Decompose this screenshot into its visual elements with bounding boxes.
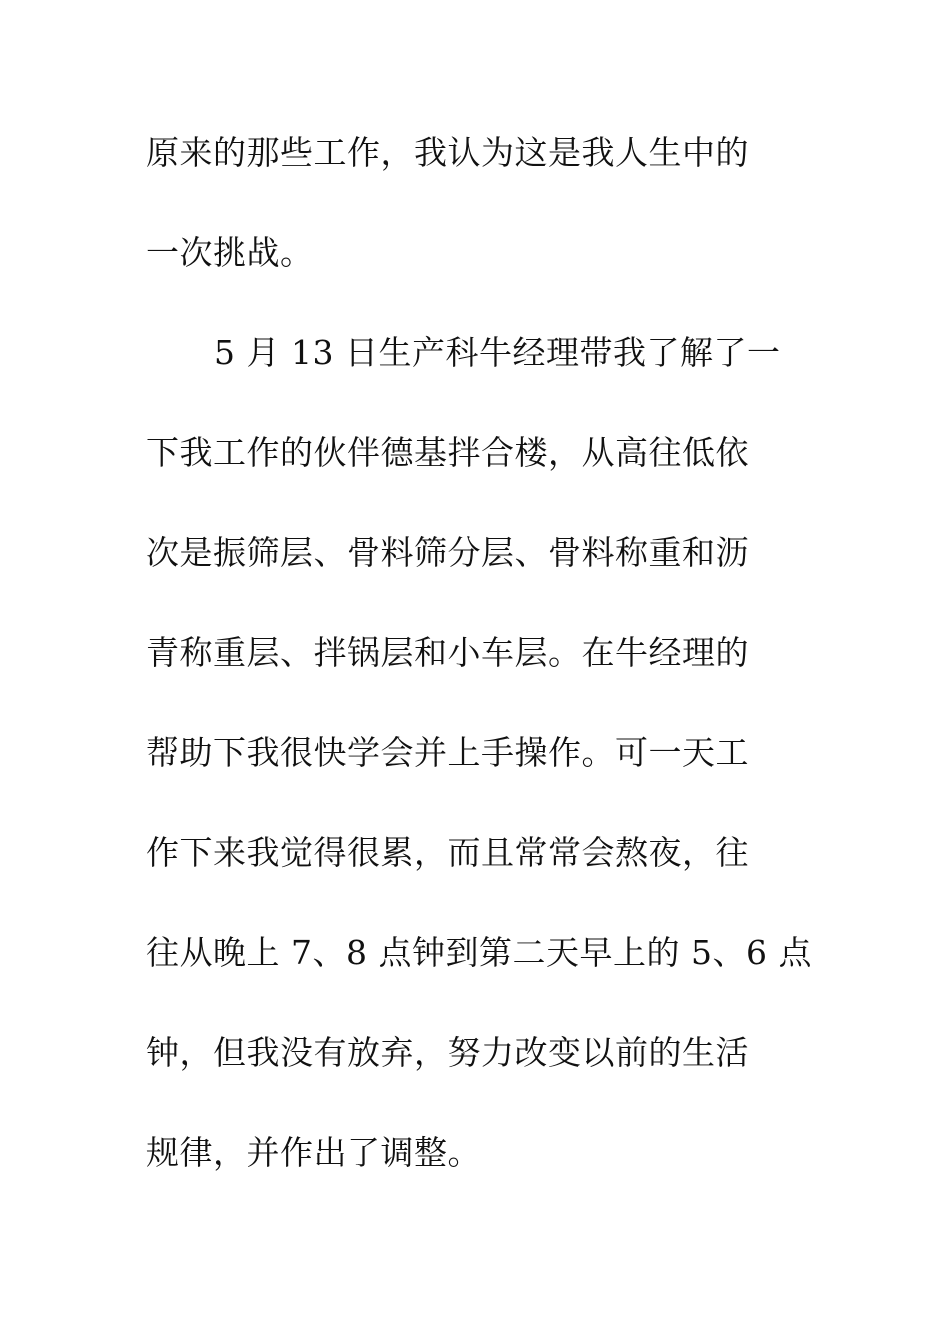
text-line: 作下来我觉得很累，而且常常会熬夜，往	[146, 833, 749, 872]
text-line: 原来的那些工作，我认为这是我人生中的	[146, 133, 749, 172]
text-line: 往从晚上 7、8 点钟到第二天早上的 5、6 点	[146, 933, 812, 972]
text-line: 一次挑战。	[146, 233, 314, 272]
text-line: 下我工作的伙伴德基拌合楼，从高往低依	[146, 433, 749, 472]
text-line: 次是振筛层、骨料筛分层、骨料称重和沥	[146, 533, 749, 572]
text-line: 青称重层、拌锅层和小车层。在牛经理的	[146, 633, 749, 672]
text-line: 钟，但我没有放弃，努力改变以前的生活	[146, 1033, 749, 1072]
text-line: 规律，并作出了调整。	[146, 1133, 481, 1172]
paragraph-first-line: 5 月 13 日生产科牛经理带我了解了一	[214, 333, 781, 372]
text-line: 帮助下我很快学会并上手操作。可一天工	[146, 733, 749, 772]
